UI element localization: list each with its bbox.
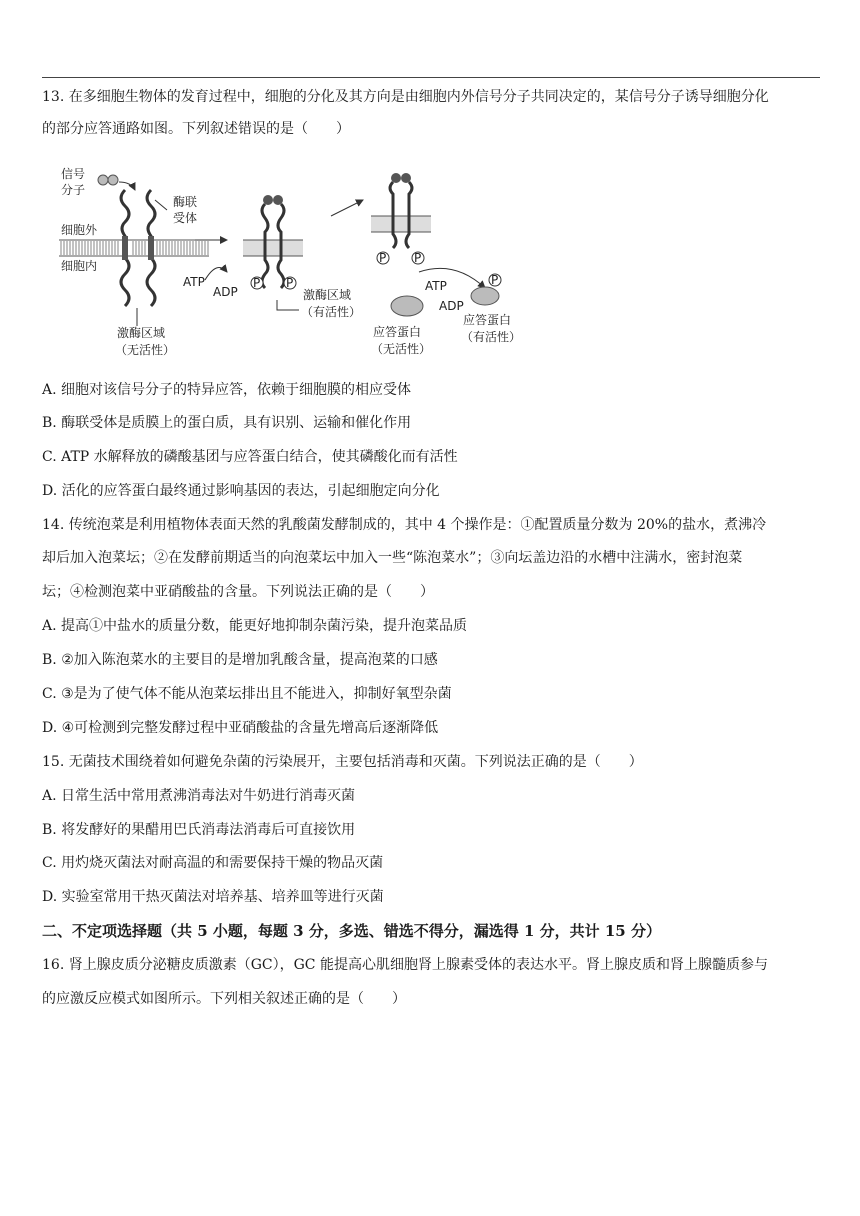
label-receptor-1: 酶联 [173, 195, 198, 209]
q16-stem-line2: 的应激反应模式如图所示。下列相关叙述正确的是（ ） [42, 991, 406, 1007]
signal-pathway-diagram [55, 160, 555, 365]
header-rule [42, 77, 820, 78]
label-resp-inactive-2: （无活性） [371, 342, 432, 356]
label-adp-2: ADP [439, 299, 464, 313]
q14-option-a: A. 提高①中盐水的质量分数，能更好地抑制杂菌污染，提升泡菜品质 [42, 618, 468, 634]
label-signal-2: 分子 [61, 183, 86, 197]
label-receptor-2: 受体 [173, 211, 198, 225]
q13-stem-line2: 的部分应答通路如图。下列叙述错误的是（ ） [42, 121, 350, 137]
q13-stem-line1: 13. 在多细胞生物体的发育过程中，细胞的分化及其方向是由细胞内外信号分子共同决定的，某信号分子诱导细胞分化 [42, 89, 769, 105]
phosphate-label-3b: P [414, 251, 422, 265]
kinase-active-pointer [277, 300, 299, 310]
bound-signal-3a [391, 173, 401, 183]
q13-option-d: D. 活化的应答蛋白最终通过影响基因的表达，引起细胞定向分化 [42, 483, 440, 499]
q14-option-c: C. ③是为了使气体不能从泡菜坛排出且不能进入，抑制好氧型杂菌 [42, 686, 452, 702]
label-resp-active-1: 应答蛋白 [463, 313, 512, 327]
q13-option-b: B. 酶联受体是质膜上的蛋白质，具有识别、运输和催化作用 [42, 415, 412, 431]
label-resp-inactive-1: 应答蛋白 [373, 325, 422, 339]
q16-stem-line1: 16. 肾上腺皮质分泌糖皮质激素（GC），GC 能提高心肌细胞肾上腺素受体的表达水平。肾上腺皮质和肾上腺髓质参与 [42, 957, 768, 973]
phosphate-label-2b: P [286, 276, 294, 290]
q14-stem-line1: 14. 传统泡菜是利用植物体表面天然的乳酸菌发酵制成的，其中 4 个操作是：①配置质量分数为 20%的盐水，煮沸冷 [42, 517, 767, 533]
q14-option-d: D. ④可检测到完整发酵过程中亚硝酸盐的含量先增高后逐渐降低 [42, 720, 439, 736]
q14-stem-line2: 却后加入泡菜坛；②在发酵前期适当的向泡菜坛中加入一些“陈泡菜水”；③向坛盖边沿的水槽中注满水，密封泡菜 [42, 550, 743, 566]
q15-option-b: B. 将发酵好的果醋用巴氏消毒法消毒后可直接饮用 [42, 822, 356, 838]
label-adp-1: ADP [213, 285, 238, 299]
receptor-pointer [155, 200, 167, 210]
phosphate-label-2a: P [253, 276, 261, 290]
signal-molecule-1 [98, 175, 108, 185]
label-resp-active-2: （有活性） [461, 330, 522, 344]
q15-stem: 15. 无菌技术围绕着如何避免杂菌的污染展开，主要包括消毒和灭菌。下列说法正确的是（ ） [42, 754, 643, 770]
bound-signal-2b [273, 195, 283, 205]
bound-signal-2a [263, 195, 273, 205]
arrow-stage-2-3 [331, 200, 363, 216]
bound-signal-3b [401, 173, 411, 183]
phosphate-label-3a: P [379, 251, 387, 265]
label-inside: 细胞内 [61, 259, 98, 273]
q14-stem-line3: 坛；④检测泡菜中亚硝酸盐的含量。下列说法正确的是（ ） [42, 584, 434, 600]
q15-option-c: C. 用灼烧灭菌法对耐高温的和需要保持干燥的物品灭菌 [42, 855, 384, 871]
label-kinase-inactive-1: 激酶区域 [117, 326, 166, 340]
label-atp-1: ATP [183, 275, 205, 289]
label-outside: 细胞外 [61, 223, 98, 237]
section-2-heading: 二、不定项选择题（共 5 小题，每题 3 分，多选、错选不得分，漏选得 1 分，共计 15 分） [42, 922, 661, 940]
label-kinase-active-1: 激酶区域 [303, 288, 352, 302]
signal-arrow [119, 182, 135, 190]
receptor-tm-1b [148, 236, 154, 260]
q13-option-c: C. ATP 水解释放的磷酸基团与应答蛋白结合，使其磷酸化而有活性 [42, 449, 458, 465]
q14-option-b: B. ②加入陈泡菜水的主要目的是增加乳酸含量，提高泡菜的口感 [42, 652, 438, 668]
response-protein-active [471, 287, 499, 305]
membrane-stage-1 [59, 240, 209, 256]
receptor-tm-1a [122, 236, 128, 260]
membrane-stage-3 [371, 216, 431, 232]
label-kinase-active-2: （有活性） [301, 305, 362, 319]
membrane-stage-2 [243, 240, 303, 256]
signal-molecule-2 [108, 175, 118, 185]
label-atp-2: ATP [425, 279, 447, 293]
q13-option-a: A. 细胞对该信号分子的特异应答，依赖于细胞膜的相应受体 [42, 382, 412, 398]
phosphate-label-response: P [491, 273, 499, 287]
label-kinase-inactive-2: （无活性） [115, 343, 176, 357]
receptor-stage-3 [390, 182, 412, 248]
label-signal-1: 信号 [61, 167, 86, 181]
q15-option-a: A. 日常生活中常用煮沸消毒法对牛奶进行消毒灭菌 [42, 788, 356, 804]
response-protein-inactive [391, 296, 423, 316]
atp-arrow-1 [205, 268, 227, 281]
q15-option-d: D. 实验室常用干热灭菌法对培养基、培养皿等进行灭菌 [42, 889, 384, 905]
